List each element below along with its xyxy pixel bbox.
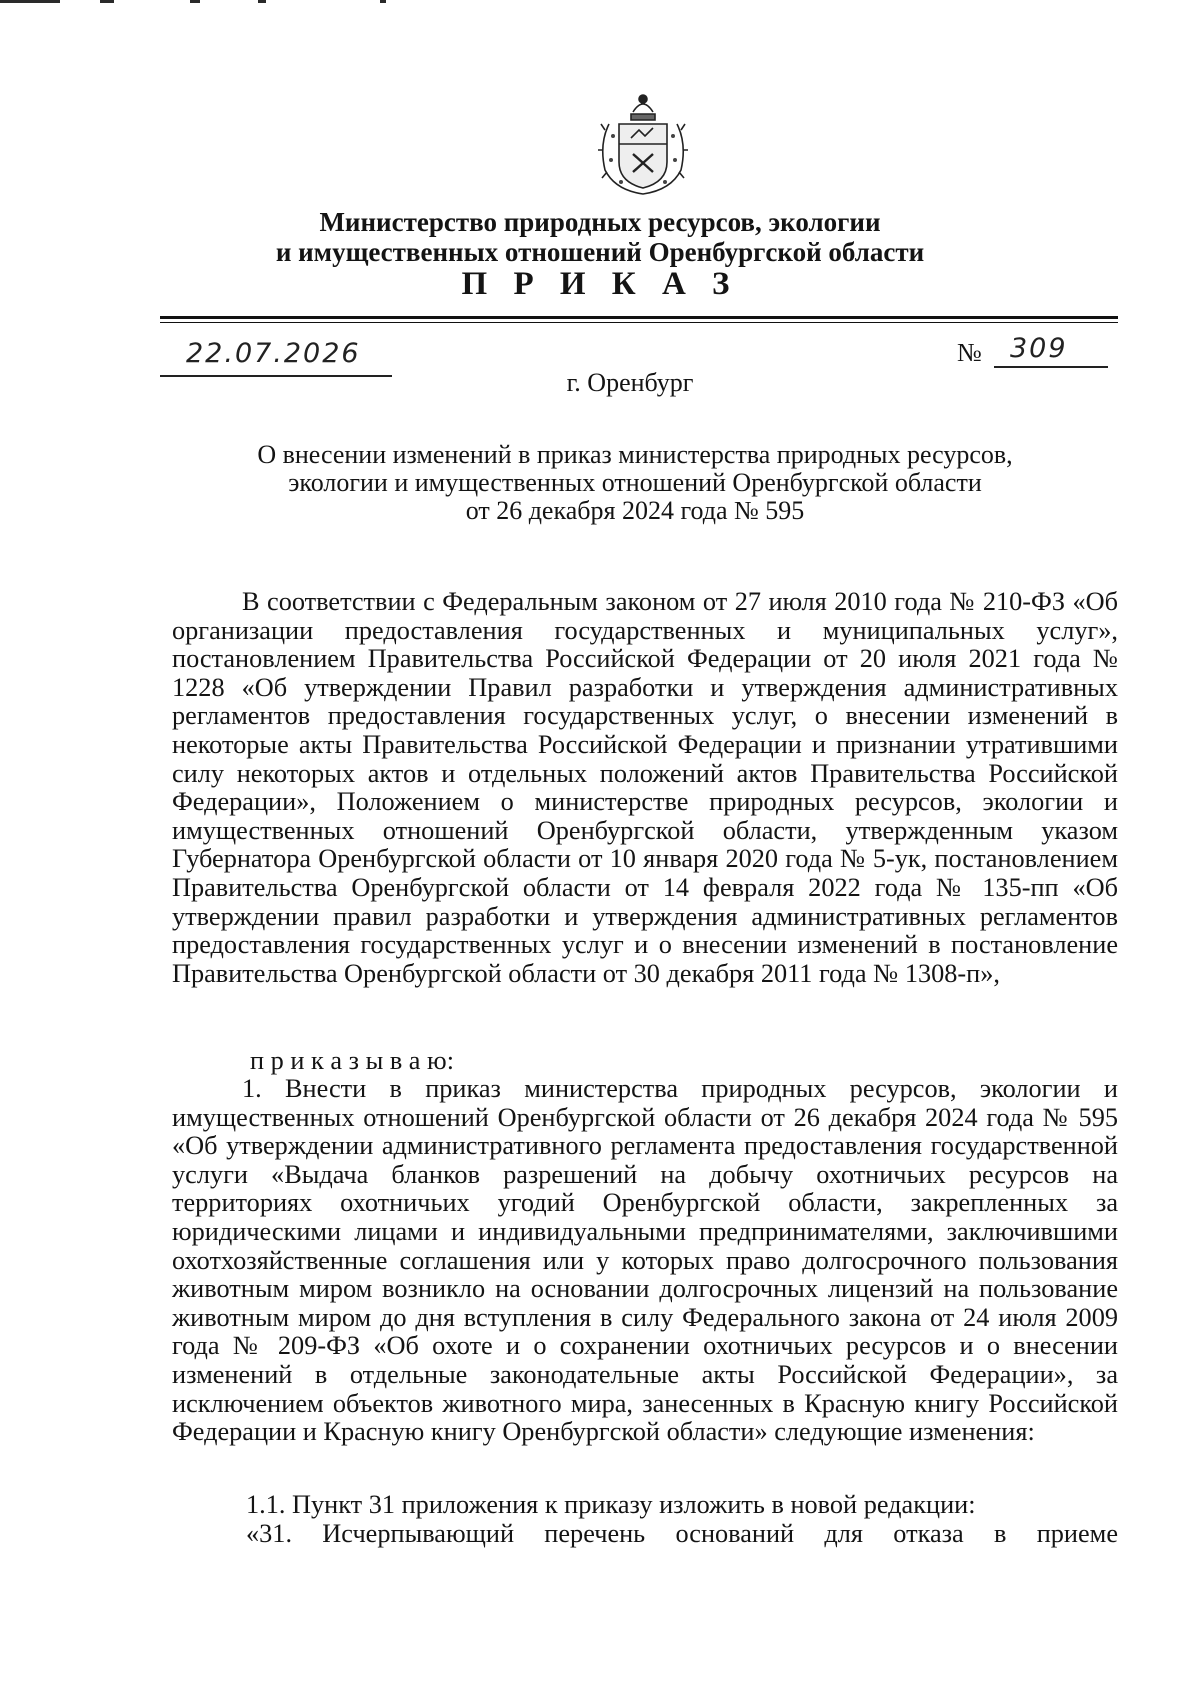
scan-artifact: [100, 0, 114, 3]
ministry-name-line2: и имущественных отношений Оренбургской области: [275, 237, 925, 267]
scan-artifact: [258, 0, 266, 3]
city: г. Оренбург: [566, 368, 694, 397]
handwritten-number: 309: [1010, 333, 1068, 364]
subject-line2: экологии и имущественных отношений Оренбургской области: [288, 468, 982, 497]
header-rule-thin: [160, 322, 1118, 323]
handwritten-date: 22.07.2026: [186, 338, 361, 369]
coat-of-arms-emblem: [597, 90, 689, 198]
item-1-paragraph: 1. Внести в приказ министерства природных ресурсов, экологии и имущественных отношений Оренбургской области от 26 декабря 2024 года № 595 «Об утверждении административного регламента предоставления государственной услуги «Выдача бланков разрешений на добычу охотничьих ресурсов на территориях охотничьих угодий Оренбургской области, закрепленных за юридическими лицами и индивидуальными предпринимателями, заключившими охотхозяйственные соглашения или у которых право долгосрочного пользования животным миром возникло на основании долгосрочных лицензий на пользование животным миром до дня вступления в силу Федерального закона от 24 июля 2009 года № 209-ФЗ «Об охоте и о сохранении охотничьих ресурсов и о внесении изменений в отдельные законодательные акты Российской Федерации», за исключением объектов животного мира, занесенных в Красную книгу Российской Федерации и Красную книгу Оренбургской области» следующие изменения:: [172, 1074, 1118, 1447]
scan-artifact: [0, 0, 60, 3]
order-word: п р и к а з ы в а ю:: [250, 1046, 455, 1075]
number-label: №: [957, 338, 982, 367]
preamble-paragraph: В соответствии с Федеральным законом от 27 июля 2010 года № 210-ФЗ «Об организации предоставления государственных и муниципальных услуг», постановлением Правительства Российской Федерации от 20 июля 2021 года № 1228 «Об утверждении Правил разработки и утверждения административных регламентов предоставления государственных услуг, о внесении изменений в некоторые акты Правительства Российской Федерации и признании утратившими силу некоторых актов и отдельных положений актов Правительства Российской Федерации», Положением о министерстве природных ресурсов, экологии и имущественных отношений Оренбургской области, утвержденным указом Губернатора Оренбургской области от 10 января 2020 года № 5-ук, постановлением Правительства Оренбургской области от 14 февраля 2022 года № 135-пп «Об утверждении правил разработки и утверждения административных регламентов предоставления государственных услуг и о внесении изменений в постановление Правительства Оренбургской области от 30 декабря 2011 года № 1308-п»,: [172, 587, 1118, 988]
subject-line3: от 26 декабря 2024 года № 595: [465, 496, 805, 525]
scan-artifact: [190, 0, 200, 3]
ministry-name-line1: Министерство природных ресурсов, экологии: [319, 207, 881, 237]
scan-artifact: [380, 0, 386, 3]
subject-line1: О внесении изменений в приказ министерства природных ресурсов,: [257, 440, 1013, 469]
item-31-start: «31. Исчерпывающий перечень оснований для отказа в приеме: [246, 1519, 1118, 1548]
header-rule-thick: [160, 316, 1118, 319]
document-type-title: П Р И К А З: [461, 266, 739, 302]
item-1-1: 1.1. Пункт 31 приложения к приказу изложить в новой редакции:: [246, 1490, 976, 1519]
